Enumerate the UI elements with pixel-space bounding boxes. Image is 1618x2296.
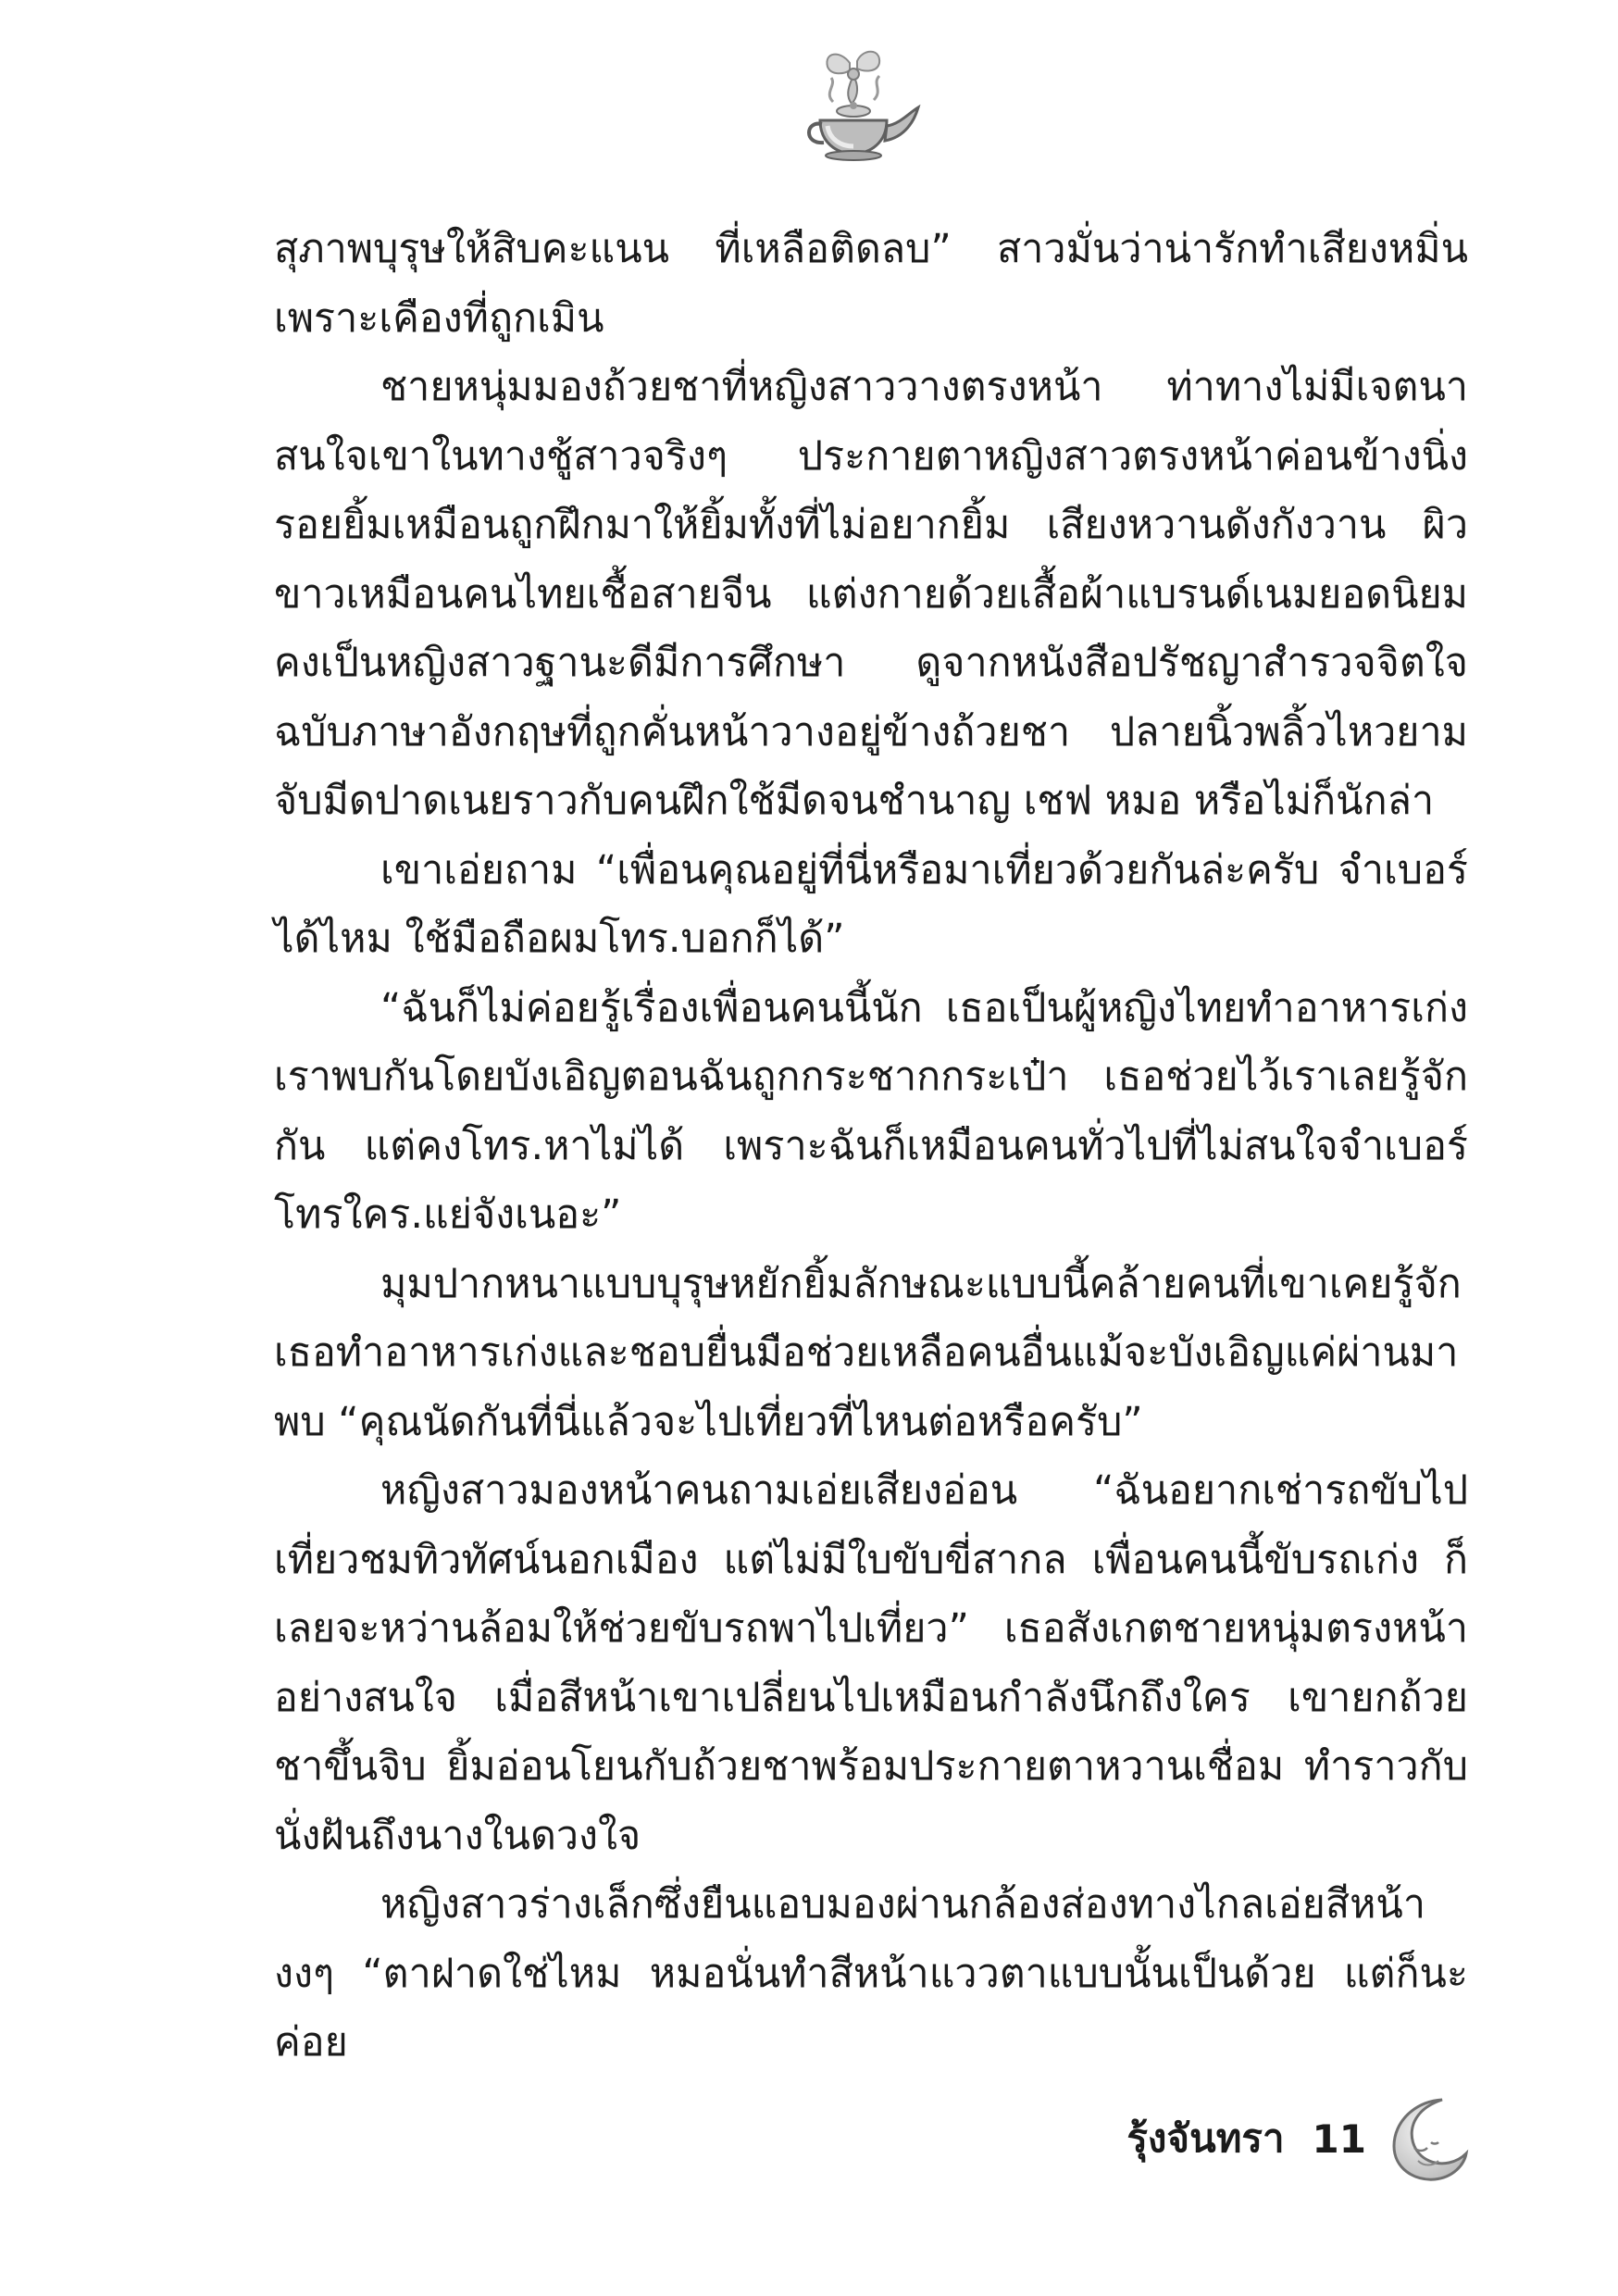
- paragraph: เขาเอ่ยถาม “เพื่อนคุณอยู่ที่นี่หรือมาเที่ยวด้วยกันล่ะครับ จำเบอร์ได้ไหม ใช้มือถือผมโทร.บอกก็ได้”: [274, 846, 1468, 962]
- page-number: 11: [1312, 2115, 1366, 2162]
- page-body-text: [274, 215, 1468, 2078]
- teapot-with-fairy-icon: [796, 46, 926, 167]
- book-title: รุ้งจันทรา: [1126, 2115, 1285, 2161]
- paragraph: สุภาพบุรุษให้สิบคะแนน ที่เหลือติดลบ” สาวมั่นว่าน่ารักทำเสียงหมิ่นเพราะเคืองที่ถูกเมิน: [274, 226, 1468, 342]
- paragraph: ชายหนุ่มมองถ้วยชาที่หญิงสาววางตรงหน้า ท่าทางไม่มีเจตนาสนใจเขาในทางชู้สาวจริงๆ ประกายตาหญิงสาวตรงหน้าค่อนข้างนิ่ง รอยยิ้มเหมือนถูกฝึกมาให้ยิ้มทั้งที่ไม่อยากยิ้ม เสียงหวานดังกังวาน ผิวขาวเหมือนคนไทยเชื้อสายจีน แต่งกายด้วยเสื้อผ้าแบรนด์เนมยอดนิยม คงเป็นหญิงสาวฐานะดีมีการศึกษา ดูจากหนังสือปรัชญาสำรวจจิตใจฉบับภาษาอังกฤษที่ถูกคั่นหน้าวางอยู่ข้างถ้วยชา ปลายนิ้วพลิ้วไหวยามจับมีดปาดเนยราวกับคนฝึกใช้มีดจนชำนาญ เชฟ หมอ หรือไม่ก็นักล่า: [274, 364, 1468, 824]
- paragraph: “ฉันก็ไม่ค่อยรู้เรื่องเพื่อนคนนี้นัก เธอเป็นผู้หญิงไทยทำอาหารเก่ง เราพบกันโดยบังเอิญตอนฉันถูกกระชากกระเป๋า เธอช่วยไว้เราเลยรู้จักกัน แต่คงโทร.หาไม่ได้ เพราะฉันก็เหมือนคนทั่วไปที่ไม่สนใจจำเบอร์โทรใคร.แย่จังเนอะ”: [274, 984, 1468, 1238]
- paragraph: หญิงสาวมองหน้าคนถามเอ่ยเสียงอ่อน “ฉันอยากเช่ารถขับไปเที่ยวชมทิวทัศน์นอกเมือง แต่ไม่มีใบขับขี่สากล เพื่อนคนนี้ขับรถเก่ง ก็เลยจะหว่านล้อมให้ช่วยขับรถพาไปเที่ยว” เธอสังเกตชายหนุ่มตรงหน้าอย่างสนใจ เมื่อสีหน้าเขาเปลี่ยนไปเหมือนกำลังนึกถึงใคร เขายกถ้วยชาขึ้นจิบ ยิ้มอ่อนโยนกับถ้วยชาพร้อมประกายตาหวานเชื่อม ทำราวกับนั่งฝันถึงนางในดวงใจ: [274, 1467, 1468, 1859]
- crescent-moon-icon: [1377, 2092, 1470, 2185]
- paragraph: มุมปากหนาแบบบุรุษหยักยิ้มลักษณะแบบนี้คล้ายคนที่เขาเคยรู้จัก เธอทำอาหารเก่งและชอบยื่นมือช่วยเหลือคนอื่นแม้จะบังเอิญแค่ผ่านมาพบ “คุณนัดกันที่นี่แล้วจะไปเที่ยวที่ไหนต่อหรือครับ”: [274, 1260, 1462, 1445]
- paragraph: หญิงสาวร่างเล็กซึ่งยืนแอบมองผ่านกล้องส่องทางไกลเอ่ยสีหน้างงๆ “ตาฝาดใช่ไหม หมอนั่นทำสีหน้าแววตาแบบนั้นเป็นด้วย แต่ก็นะ ค่อย: [274, 1881, 1468, 2065]
- page-footer: [1126, 2092, 1470, 2185]
